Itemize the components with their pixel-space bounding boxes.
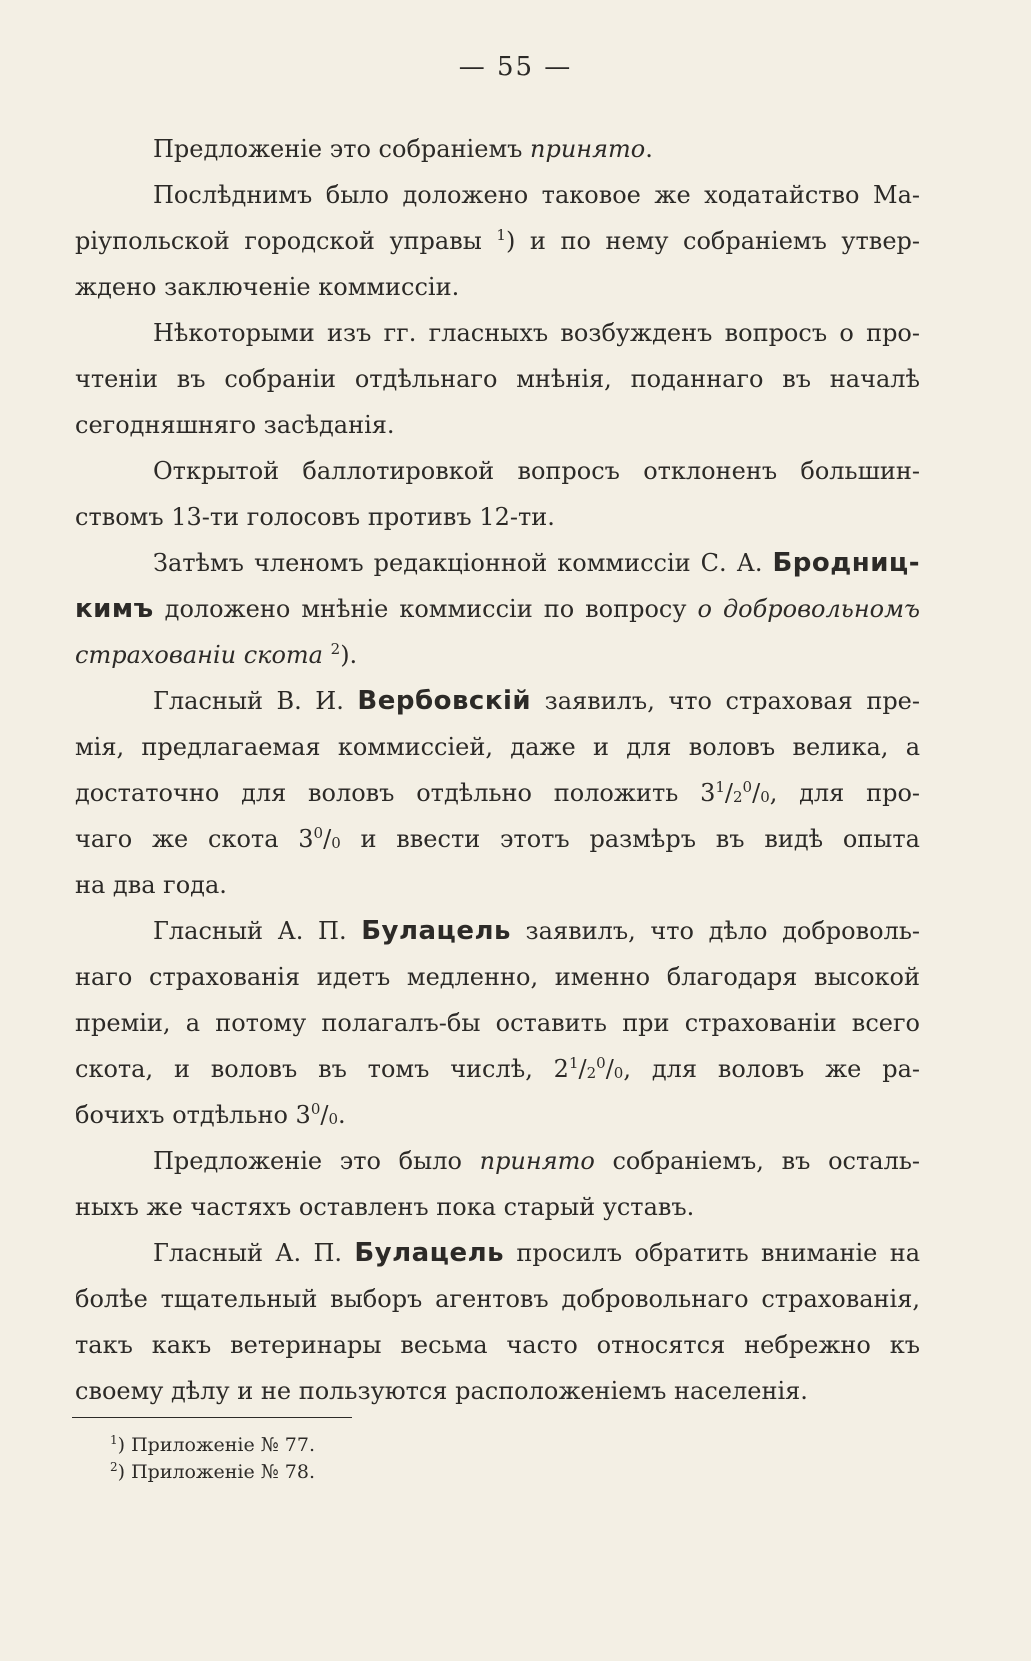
text-run: / xyxy=(724,779,733,807)
text-line xyxy=(75,356,920,402)
text-run: чаго же скота 3 xyxy=(75,825,314,853)
fraction-mark: 0 xyxy=(328,1110,339,1128)
text-line xyxy=(75,172,920,218)
text-line xyxy=(75,402,920,448)
fraction-mark: 2 xyxy=(330,640,341,658)
text-line xyxy=(75,264,920,310)
text-run: ждено заключеніе коммиссіи. xyxy=(75,273,460,301)
text-line xyxy=(75,218,920,264)
text-line xyxy=(75,954,920,1000)
text-run: / xyxy=(320,1101,329,1129)
fraction-mark: 0 xyxy=(760,788,770,806)
footnote-divider xyxy=(72,1417,352,1418)
footnote-item xyxy=(110,1459,315,1486)
text-run: . xyxy=(338,1101,346,1129)
footnote-mark: 2 xyxy=(110,1460,118,1474)
text-run: ). xyxy=(340,641,358,669)
text-line xyxy=(75,1368,920,1414)
text-line xyxy=(75,862,920,908)
text-run: наго страхованія идетъ медленно, именно благодаря высокой xyxy=(75,963,920,991)
fraction-mark: 0 xyxy=(742,778,753,796)
text-line xyxy=(75,724,920,770)
text-line xyxy=(75,1230,920,1276)
text-line xyxy=(75,908,920,954)
surname-text: Булацель xyxy=(361,916,511,946)
text-run: бочихъ отдѣльно 3 xyxy=(75,1101,311,1129)
text-run: достаточно для воловъ отдѣльно положить 3 xyxy=(75,779,716,807)
text-run: Затѣмъ членомъ редакціонной коммиссіи С. А. xyxy=(153,549,773,577)
text-run: и ввести этотъ размѣръ въ видѣ опыта xyxy=(340,825,920,853)
text-run: / xyxy=(578,1055,587,1083)
text-run: Послѣднимъ было доложено таковое же ходатайство Ма- xyxy=(153,181,920,209)
footnote-item xyxy=(110,1432,315,1459)
text-run: Гласный А. П. xyxy=(153,917,362,945)
text-line xyxy=(75,678,920,724)
text-line xyxy=(75,310,920,356)
text-line xyxy=(75,1046,920,1092)
text-run: Предложеніе это было xyxy=(153,1147,480,1175)
text-line xyxy=(75,126,920,172)
footnote-mark: 1 xyxy=(110,1433,118,1447)
text-line xyxy=(75,632,920,678)
fraction-mark: 0 xyxy=(331,834,341,852)
emphasis-text: принято xyxy=(530,135,646,163)
text-run: Нѣкоторыми изъ гг. гласныхъ возбужденъ вопросъ о про- xyxy=(153,319,920,347)
text-run: Гласный В. И. xyxy=(153,687,358,715)
text-line xyxy=(75,586,920,632)
fraction-mark: 1 xyxy=(715,778,725,796)
text-run: / xyxy=(605,1055,614,1083)
text-run: ствомъ 13-ти голосовъ противъ 12-ти. xyxy=(75,503,555,531)
text-run: доложено мнѣніе коммиссіи по вопросу xyxy=(153,595,698,623)
text-run: ) и по нему собраніемъ утвер- xyxy=(505,227,920,255)
text-run: такъ какъ ветеринары весьма часто относятся небрежно къ xyxy=(75,1331,920,1359)
text-run: сегодняшняго засѣданія. xyxy=(75,411,395,439)
emphasis-text: принято xyxy=(479,1147,595,1175)
text-line xyxy=(75,494,920,540)
text-run: мія, предлагаемая коммиссіей, даже и для воловъ велика, а xyxy=(75,733,920,761)
footnote-text: ) Приложеніе № 77. xyxy=(117,1434,315,1456)
text-run: преміи, а потому полагалъ-бы оставить при страхованіи всего xyxy=(75,1009,920,1037)
text-line xyxy=(75,1138,920,1184)
footnote-text: ) Приложеніе № 78. xyxy=(117,1461,315,1483)
footnotes xyxy=(110,1432,315,1486)
text-run: собраніемъ, въ осталь- xyxy=(594,1147,920,1175)
fraction-mark: 0 xyxy=(313,824,324,842)
text-run: Открытой баллотировкой вопросъ отклоненъ большин- xyxy=(153,457,920,485)
text-run: ныхъ же частяхъ оставленъ пока старый уставъ. xyxy=(75,1193,695,1221)
text-line xyxy=(75,1000,920,1046)
text-run xyxy=(323,641,331,669)
text-run: чтеніи въ собраніи отдѣльнаго мнѣнія, поданнаго въ началѣ xyxy=(75,365,920,393)
text-run: просилъ обратить вниманіе на xyxy=(504,1239,920,1267)
text-line xyxy=(75,1322,920,1368)
text-run: скота, и воловъ въ томъ числѣ, 2 xyxy=(75,1055,569,1083)
emphasis-text: страхованіи скота xyxy=(75,641,323,669)
fraction-mark: 0 xyxy=(596,1054,606,1072)
text-line xyxy=(75,816,920,862)
text-run: Гласный А. П. xyxy=(153,1239,355,1267)
text-run: ріупольской городской управы xyxy=(75,227,497,255)
text-line xyxy=(75,770,920,816)
text-run: , для воловъ же ра- xyxy=(623,1055,921,1083)
page-number: — 55 — xyxy=(458,52,573,82)
text-run: / xyxy=(323,825,332,853)
text-run: / xyxy=(752,779,761,807)
text-line xyxy=(75,1092,920,1138)
surname-text: Булацель xyxy=(354,1238,505,1268)
text-line xyxy=(75,448,920,494)
text-run: , для про- xyxy=(769,779,921,807)
fraction-mark: 2 xyxy=(586,1064,597,1082)
text-line xyxy=(75,540,920,586)
fraction-mark: 2 xyxy=(733,788,743,806)
text-run: заявилъ, что страховая пре- xyxy=(531,687,920,715)
text-run: своему дѣлу и не пользуются расположеніемъ населенія. xyxy=(75,1377,808,1405)
fraction-mark: 1 xyxy=(496,226,506,244)
text-run: . xyxy=(645,135,653,163)
surname-text: Вербовскій xyxy=(357,686,532,716)
text-run: на два года. xyxy=(75,871,227,899)
text-line xyxy=(75,1184,920,1230)
text-run: Предложеніе это собраніемъ xyxy=(153,135,531,163)
text-line xyxy=(75,1276,920,1322)
text-run: болѣе тщательный выборъ агентовъ добровольнаго страхованія, xyxy=(75,1285,920,1313)
fraction-mark: 0 xyxy=(310,1100,321,1118)
body-text xyxy=(75,126,920,1414)
fraction-mark: 0 xyxy=(613,1064,624,1082)
surname-text: Бродниц- xyxy=(772,548,920,578)
surname-text: кимъ xyxy=(75,594,154,624)
fraction-mark: 1 xyxy=(568,1054,579,1072)
text-run: заявилъ, что дѣло доброволь- xyxy=(510,917,920,945)
emphasis-text: о добровольномъ xyxy=(697,595,920,623)
